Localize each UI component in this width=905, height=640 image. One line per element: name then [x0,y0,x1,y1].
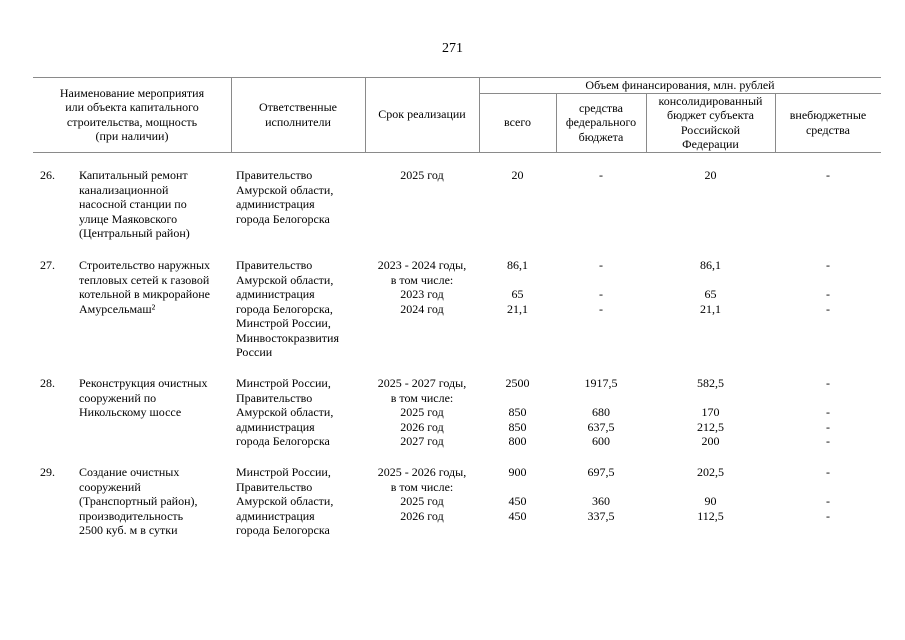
col-divider-1 [231,77,232,152]
row-extrabudget: - [826,168,830,182]
row-period: 2025 год [400,168,444,182]
row-executors: Правительство Амурской области, администрация города Белогорска, Минстрой России, Минвостокразвития России [236,258,339,359]
row-executors: Минстрой России, Правительство Амурской области, администрация города Белогорска [236,465,334,537]
page-number: 271 [442,41,463,56]
header-name: Наименование мероприятия или объекта капитального строительства, мощность (при наличии) [59,85,205,143]
row-name: Капитальный ремонт канализационной насосной станции по улице Маяковского (Центральный район) [79,168,190,240]
row-extrabudget: - - - - [826,376,830,448]
row-total: 2500 850 850 800 [505,376,530,448]
row-regional: 202,5 90 112,5 [697,465,724,523]
header-federal: средства федерального бюджета [565,100,637,144]
row-federal: - [599,168,603,182]
col-divider-2 [365,77,366,152]
header-bottom-border [33,152,881,153]
row-executors: Правительство Амурской области, администрация города Белогорска [236,168,334,226]
row-name: Создание очистных сооружений (Транспортный район), производительность 2500 куб. м в сутки [79,465,198,537]
row-name: Строительство наружных тепловых сетей к газовой котельной в микрорайоне Амурсельмаш² [79,258,211,316]
header-regional: консолидированный бюджет субъекта Российской Федерации [658,93,763,151]
row-federal: - - - [599,258,603,316]
row-extrabudget: - - - [826,465,830,523]
header-period: Срок реализации [378,107,466,122]
header-executors: Ответственные исполнители [259,100,337,129]
row-number: 28. [40,376,55,390]
row-executors: Минстрой России, Правительство Амурской области, администрация города Белогорска [236,376,334,448]
row-total: 900 450 450 [508,465,527,523]
header-total: всего [503,115,532,130]
row-federal: 1917,5 680 637,5 600 [584,376,618,448]
row-total: 20 [511,168,524,182]
col-divider-6 [775,93,776,152]
header-extrabudget: внебюджетные средства [789,108,867,137]
col-divider-4 [556,93,557,152]
row-federal: 697,5 360 337,5 [587,465,615,523]
row-number: 27. [40,258,55,272]
row-regional: 86,1 65 21,1 [700,258,721,316]
row-number: 26. [40,168,55,182]
row-regional: 20 [704,168,717,182]
col-divider-5 [646,93,647,152]
row-period: 2025 - 2027 годы, в том числе: 2025 год 2026 год 2027 год [377,376,467,448]
row-period: 2025 - 2026 годы, в том числе: 2025 год 2026 год [377,465,467,523]
header-funding-group: Объем финансирования, млн. рублей [585,78,775,93]
col-divider-3 [479,77,480,152]
row-number: 29. [40,465,55,479]
row-name: Реконструкция очистных сооружений по Никольскому шоссе [79,376,208,419]
row-total: 86,1 65 21,1 [507,258,528,316]
row-regional: 582,5 170 212,5 200 [697,376,724,448]
row-period: 2023 - 2024 годы, в том числе: 2023 год 2024 год [377,258,467,316]
row-extrabudget: - - - [826,258,830,316]
